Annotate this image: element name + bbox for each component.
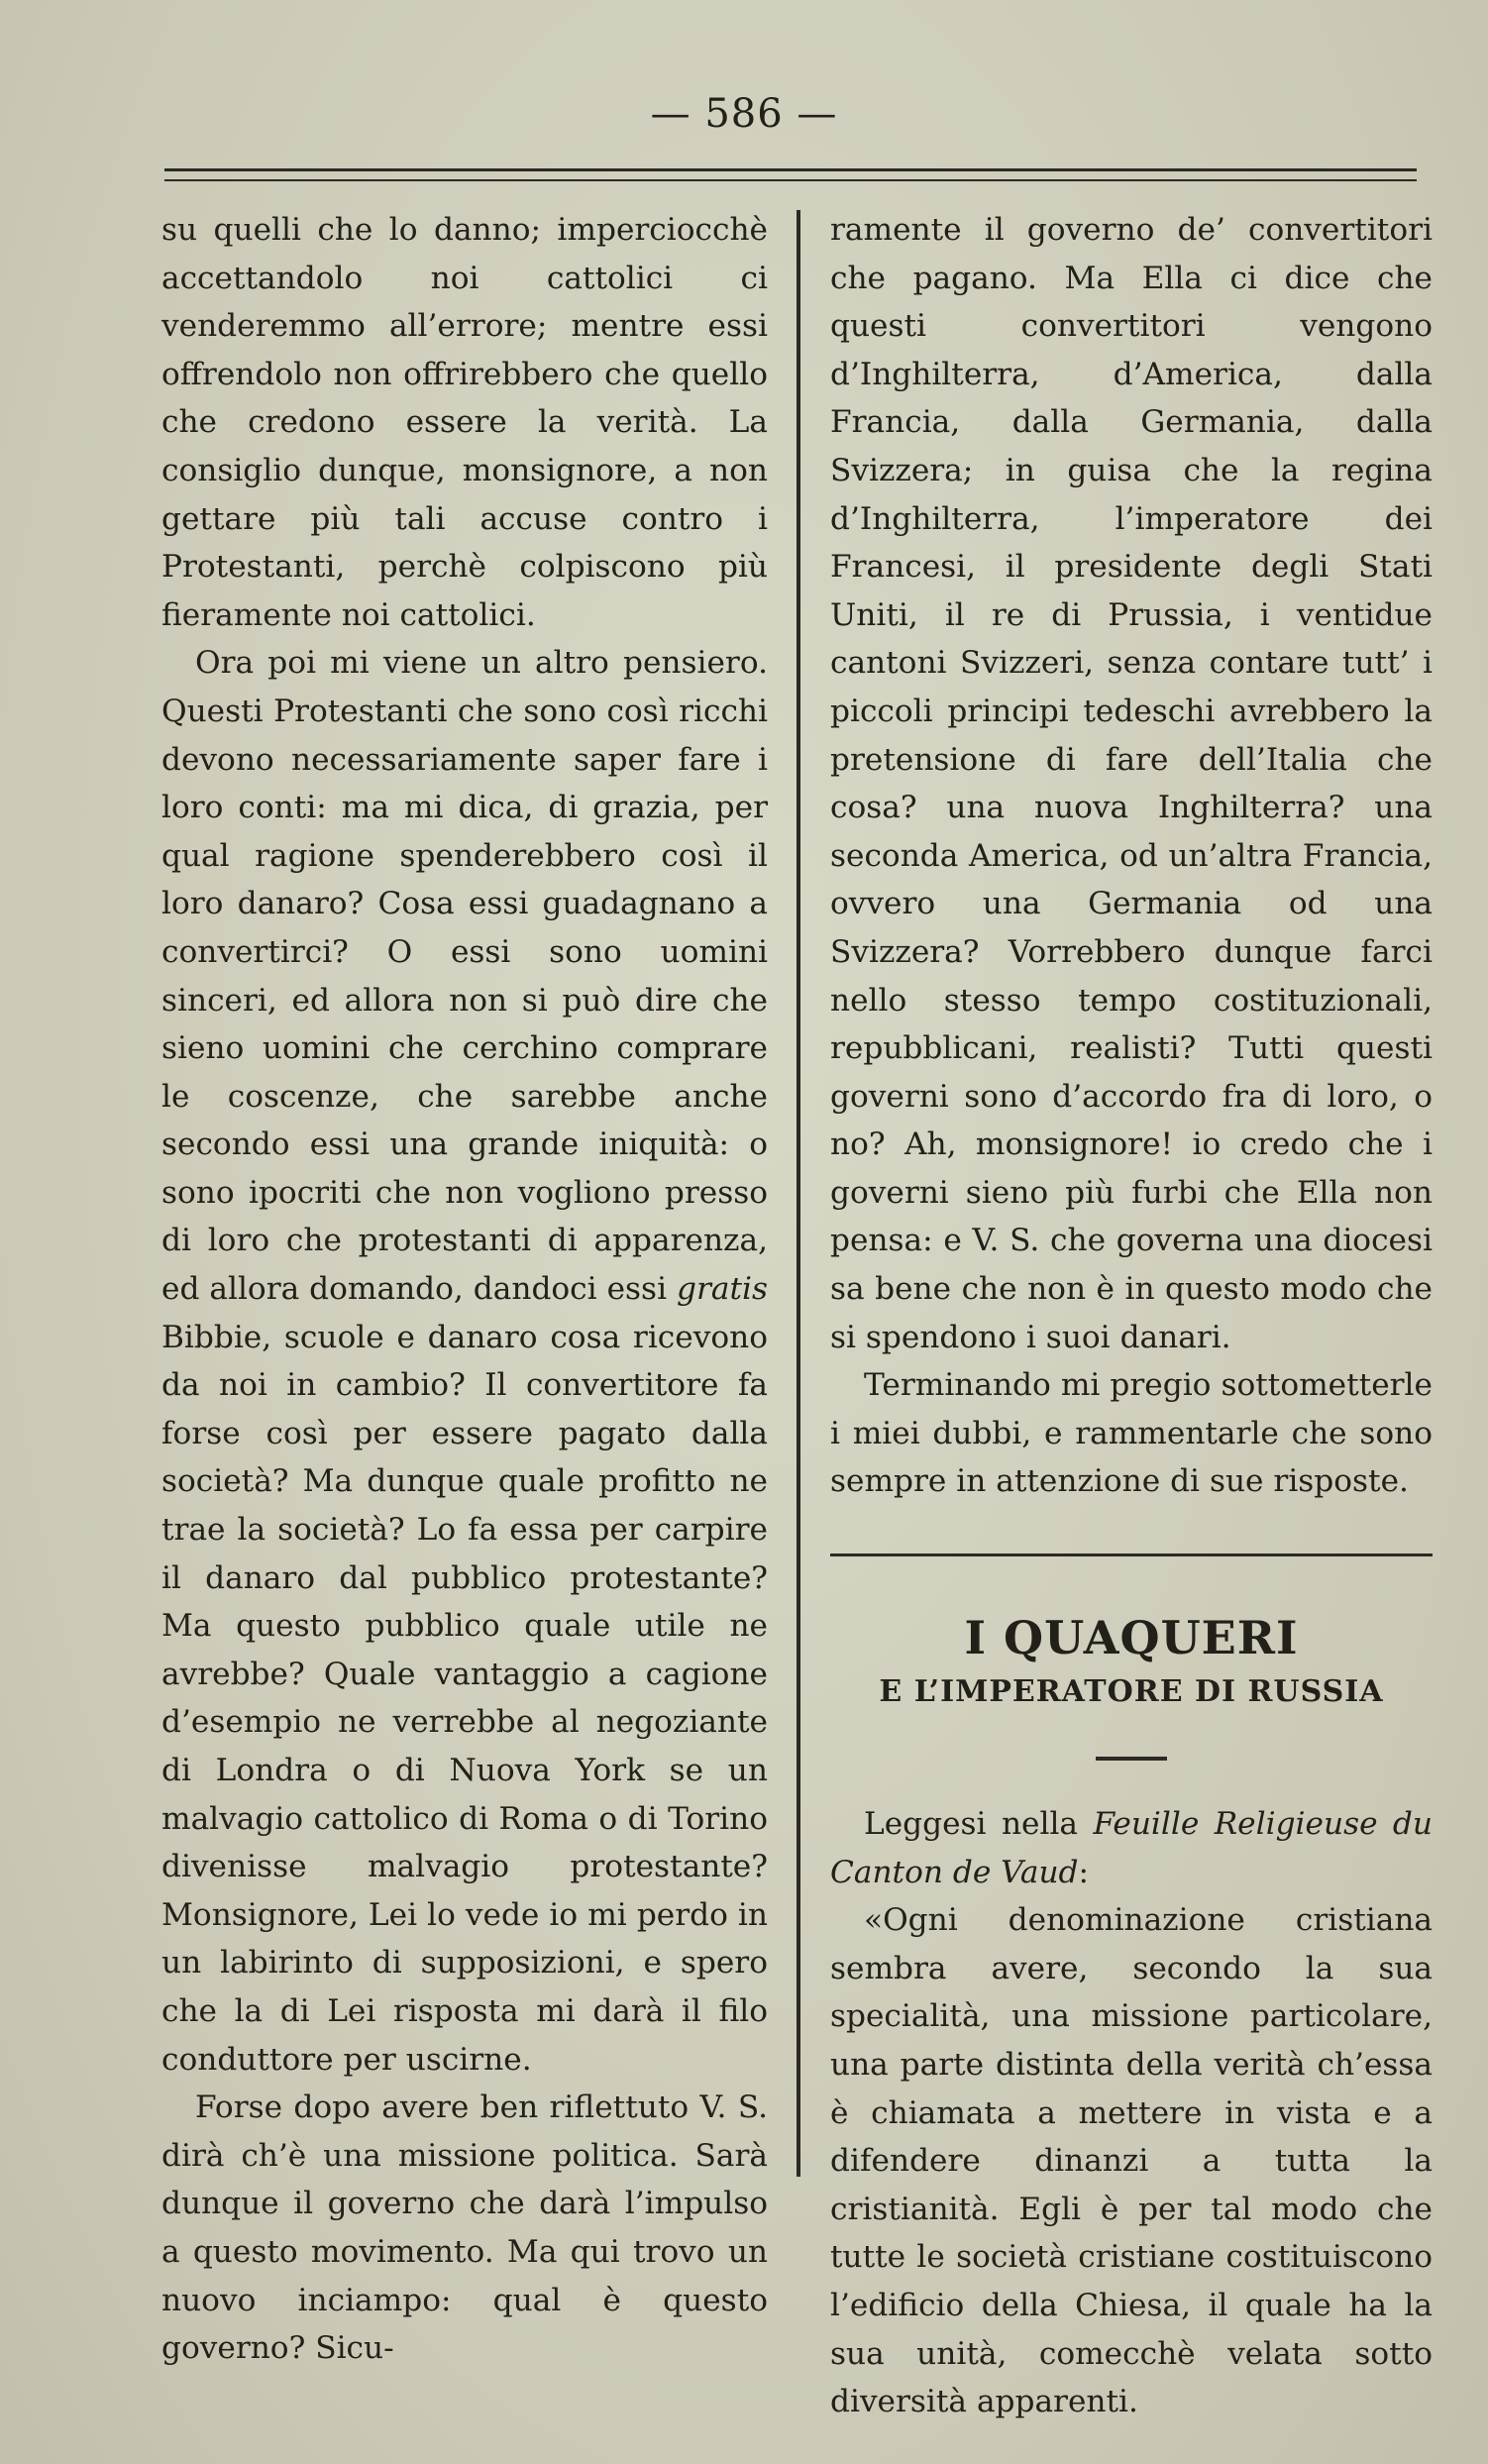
left-column xyxy=(161,206,768,2373)
article-subtitle: E L’IMPERATORE DI RUSSIA xyxy=(879,1674,1384,1710)
left-paragraph-2: Ora poi mi viene un altro pensiero. Questi Protestanti che sono così ricchi devono necessariamente saper fare i loro conti: ma mi dica, di grazia, per qual ragione spenderebbero così il loro danaro? Cosa essi guadagnano a convertirci? O essi sono uomini sinceri, ed allora non si può dire che sieno uomini che cerchino comprare le coscenze, che sarebbe anche secondo essi una grande iniquità: o sono ipocriti che non vogliono presso di loro che protestanti di apparenza, ed allora domando, dandoci essi gratis Bibbie, scuole e danaro cosa ricevono da noi in cambio? Il convertitore fa forse così per essere pagato dalla società? Ma dunque quale profitto ne trae la società? Lo fa essa per carpire il danaro dal pubblico protestante? Ma questo pubblico quale utile ne avrebbe? Quale vantaggio a cagione d’esempio ne verrebbe al negoziante di Londra o di Nuova York se un malvagio cattolico di Roma o di Torino divenisse malvagio protestante? Monsignore, Lei lo vede io mi perdo in un labirinto di supposizioni, e spero che la di Lei risposta mi darà il filo conduttore per uscirne. xyxy=(161,645,768,2078)
article-intro: Leggesi nella Feuille Religieuse du Canton de Vaud: xyxy=(830,1806,1433,1890)
right-paragraph-2: Terminando mi pregio sottometterle i miei dubbi, e rammentarle che sono sempre in attenzione di sue risposte. xyxy=(830,1367,1433,1500)
right-column xyxy=(830,206,1433,2426)
italic-gratis: gratis xyxy=(677,1271,768,1308)
page-number: — 586 — xyxy=(650,91,838,137)
left-paragraph-3: Forse dopo avere ben riflettuto V. S. dirà ch’è una missione politica. Sarà dunque il governo che darà l’impulso a questo movimento. Ma qui trovo un nuovo inciampo: qual è questo governo? Sicu- xyxy=(161,2089,768,2367)
article-body: «Ogni denominazione cristiana sembra avere, secondo la sua specialità, una missione particolare, una parte distinta della verità ch’essa è chiamata a mettere in vista e a difendere dinanzi a tutta la cristianità. Egli è per tal modo che tutte le società cristiane costituiscono l’edificio della Chiesa, il quale ha la sua unità, comecchè velata sotto diversità apparenti. xyxy=(830,1902,1433,2420)
left-paragraph-1: su quelli che lo danno; imperciocchè accettandolo noi cattolici ci venderemmo all’errore; mentre essi offrendolo non offrirebbero che quello che credono essere la verità. La consiglio dunque, monsignore, a non gettare più tali accuse contro i Protestanti, perchè colpiscono più fieramente noi cattolici. xyxy=(161,212,768,633)
right-paragraph-1: ramente il governo de’ convertitori che pagano. Ma Ella ci dice che questi convertitori vengono d’Inghilterra, d’America, dalla Francia, dalla Germania, dalla Svizzera; in guisa che la regina d’Inghilterra, l’imperatore dei Francesi, il presidente degli Stati Uniti, il re di Prussia, i ventidue cantoni Svizzeri, senza contare tutt’ i piccoli principi tedeschi avrebbero la pretensione di fare dell’Italia che cosa? una nuova Inghilterra? una seconda America, od un’altra Francia, ovvero una Germania od una Svizzera? Vorrebbero dunque farci nello stesso tempo costituzionali, repubblicani, realisti? Tutti questi governi sono d’accordo fra di loro, o no? Ah, monsignore! io credo che i governi sieno più furbi che Ella non pensa: e V. S. che governa una diocesi sa bene che non è in questo modo che si spendono i suoi danari. xyxy=(830,212,1433,1355)
italic-source: Feuille Religieuse du Canton de Vaud xyxy=(830,1806,1433,1890)
article-title: I QUAQUERI xyxy=(964,1611,1299,1665)
header-rule xyxy=(164,168,1417,181)
column-divider xyxy=(797,210,800,2177)
section-rule xyxy=(830,1553,1433,1556)
title-short-rule xyxy=(1096,1757,1167,1761)
